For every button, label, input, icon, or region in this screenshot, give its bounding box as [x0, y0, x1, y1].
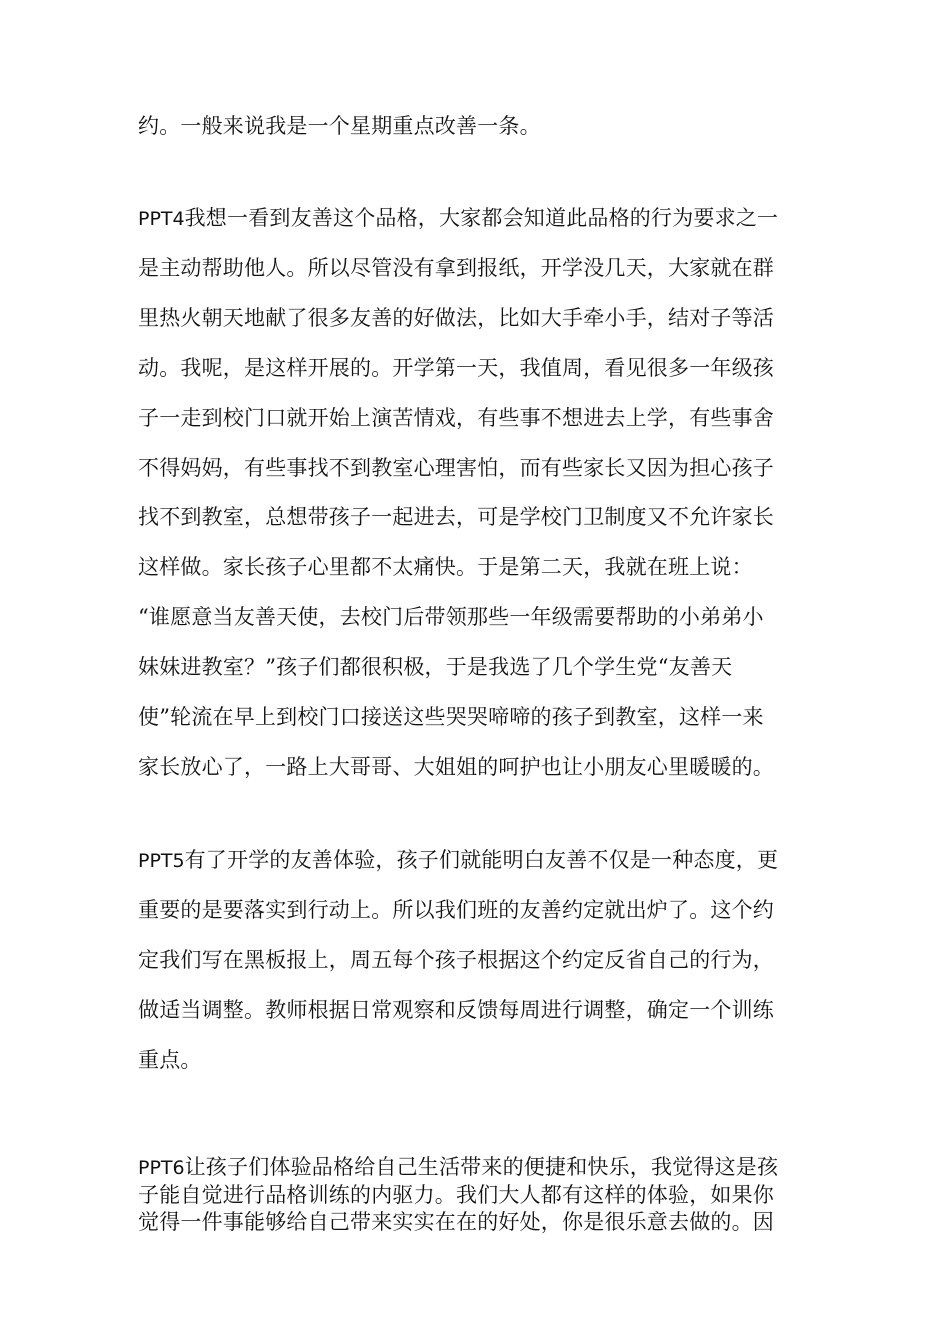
text-line: “谁愿意当友善天使，去校门后带领那些一年级需要帮助的小弟弟小: [138, 605, 764, 629]
text-line: 子能自觉进行品格训练的内驱力。我们大人都有这样的体验，如果你: [138, 1183, 774, 1207]
text-line: 妹妹进教室？”孩子们都很积极，于是我选了几个学生党“友善天: [138, 655, 733, 679]
text-line: 做适当调整。教师根据日常观察和反馈每周进行调整，确定一个训练: [138, 998, 774, 1022]
text-line: 重点。: [138, 1048, 202, 1072]
text-line: 找不到教室，总想带孩子一起进去，可是学校门卫制度又不允许家长: [138, 505, 774, 529]
text-line: PPT4我想一看到友善这个品格，大家都会知道此品格的行为要求之一: [138, 206, 779, 230]
ppt-label: PPT6: [138, 1157, 185, 1179]
text-line: 定我们写在黑板报上，周五每个孩子根据这个约定反省自己的行为，: [138, 948, 774, 972]
text-line: 约。一般来说我是一个星期重点改善一条。: [138, 114, 541, 138]
text-line: 重要的是要落实到行动上。所以我们班的友善约定就出炉了。这个约: [138, 898, 774, 922]
text-line: 使”轮流在早上到校门口接送这些哭哭啼啼的孩子到教室，这样一来: [138, 705, 764, 729]
text-line: 这样做。家长孩子心里都不太痛快。于是第二天，我就在班上说：: [138, 555, 753, 579]
text-line: 觉得一件事能够给自己带来实实在在的好处，你是很乐意去做的。因: [138, 1210, 774, 1234]
text-line: PPT6让孩子们体验品格给自己生活带来的便捷和快乐，我觉得这是孩: [138, 1155, 779, 1179]
text-line: 子一走到校门口就开始上演苦情戏，有些事不想进去上学，有些事舍: [138, 406, 774, 430]
text-line: PPT5有了开学的友善体验，孩子们就能明白友善不仅是一种态度，更: [138, 848, 779, 872]
text-line: 不得妈妈，有些事找不到教室心理害怕，而有些家长又因为担心孩子: [138, 456, 774, 480]
text-line: 是主动帮助他人。所以尽管没有拿到报纸，开学没几天，大家就在群: [138, 256, 774, 280]
ppt-label: PPT5: [138, 850, 185, 872]
text-line: 里热火朝天地献了很多友善的好做法，比如大手牵小手，结对子等活: [138, 306, 774, 330]
text-line: 动。我呢，是这样开展的。开学第一天，我值周，看见很多一年级孩: [138, 356, 774, 380]
ppt-label: PPT4: [138, 208, 185, 230]
text-line: 家长放心了，一路上大哥哥、大姐姐的呵护也让小朋友心里暖暖的。: [138, 755, 774, 779]
